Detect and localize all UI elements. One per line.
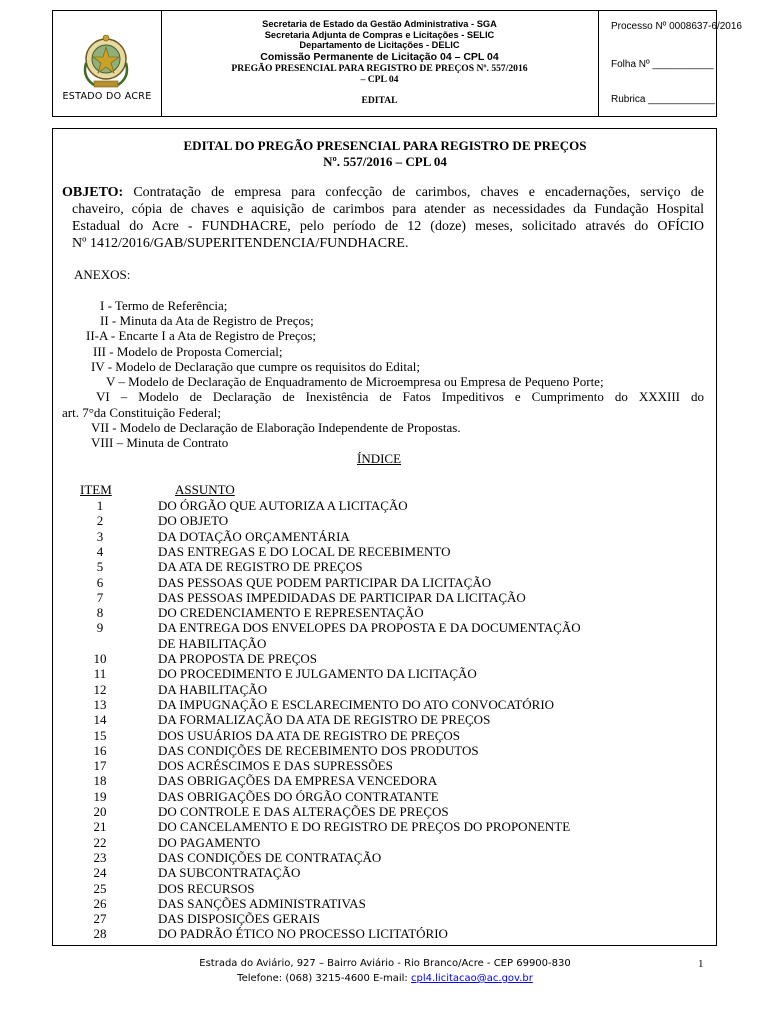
index-item-number: 19 [93, 788, 107, 804]
index-item-subject: DO CANCELAMENTO E DO REGISTRO DE PREÇOS DO PROPONENTE [158, 819, 571, 835]
objeto-line-2: chaveiro, cópia de chaves e aquisição de carimbos para atender as necessidades da Fundação Hospital [72, 202, 704, 217]
anexo-item: II - Minuta da Ata de Registro de Preços; [100, 313, 314, 328]
pregao-line-1: PREGÃO PRESENCIAL PARA REGISTRO DE PREÇOS Nº. 557/2016 [231, 62, 528, 74]
index-item-number: 12 [93, 681, 107, 697]
index-item-subject: DOS ACRÉSCIMOS E DAS SUPRESSÕES [158, 758, 393, 774]
index-item-subject: DO CONTROLE E DAS ALTERAÇÕES DE PREÇOS [158, 804, 449, 819]
index-item-number: 27 [93, 911, 107, 927]
index-item-number: 14 [93, 712, 107, 728]
anexo-item: art. 7°da Constituição Federal; [62, 405, 221, 420]
header-title-cell [161, 11, 599, 116]
anexo-item: III - Modelo de Proposta Comercial; [93, 344, 283, 359]
rubrica-field: Rubrica ____________ [611, 94, 715, 105]
index-item-subject: DA DOTAÇÃO ORÇAMENTÁRIA [158, 528, 350, 544]
index-item-subject: DO CREDENCIAMENTO E REPRESENTAÇÃO [158, 605, 424, 621]
index-item-subject: DOS RECURSOS [158, 880, 255, 896]
index-item-number: 23 [93, 849, 107, 865]
index-item-number: 18 [93, 773, 107, 789]
index-item-subject-continued: DE HABILITAÇÃO [158, 635, 267, 651]
index-item-number: 2 [96, 513, 104, 529]
index-item-number: 8 [96, 605, 104, 621]
objeto-line-1: OBJETO: Contratação de empresa para confecção de carimbos, chaves e encadernações, serviço de [62, 185, 704, 200]
edital-line: EDITAL [361, 94, 398, 106]
index-item-number: 10 [93, 651, 107, 666]
state-label: ESTADO DO ACRE [62, 91, 152, 102]
index-item-subject: DO PAGAMENTO [158, 834, 261, 850]
index-item-subject: DO OBJETO [158, 513, 229, 529]
index-item-subject: DAS PESSOAS IMPEDIDADAS DE PARTICIPAR DA LICITAÇÃO [158, 589, 526, 605]
item-column-header: ITEM [80, 482, 112, 497]
index-item-subject: DAS ENTREGAS E DO LOCAL DE RECEBIMENTO [158, 543, 451, 559]
index-item-number: 21 [93, 819, 107, 835]
index-item-number: 11 [93, 666, 107, 682]
document-header [52, 10, 742, 117]
footer-address: Estrada do Aviário, 927 – Bairro Aviário - Rio Branco/Acre - CEP 69900-830 [199, 958, 571, 969]
state-seal-icon [80, 33, 132, 89]
anexos-label: ANEXOS: [74, 267, 131, 282]
index-item-number: 6 [96, 574, 104, 590]
secretaria-line-2: Secretaria Adjunta de Compras e Licitações - SELIC [264, 29, 495, 40]
anexo-item: II-A - Encarte I a Ata de Registro de Preços; [86, 328, 316, 343]
assunto-column-header: ASSUNTO [175, 482, 235, 497]
index-item-subject: DA HABILITAÇÃO [158, 681, 268, 697]
page-number: 1 [698, 958, 704, 970]
index-item-subject: DAS CONDIÇÕES DE RECEBIMENTO DOS PRODUTOS [158, 742, 479, 758]
document-title-line-2: Nº. 557/2016 – CPL 04 [323, 154, 447, 169]
index-item-subject: DA ATA DE REGISTRO DE PREÇOS [158, 559, 363, 575]
index-item-number: 25 [93, 880, 107, 896]
index-item-number: 13 [93, 696, 107, 712]
index-item-number: 1 [96, 498, 104, 513]
index-item-subject: DO PROCEDIMENTO E JULGAMENTO DA LICITAÇÃO [158, 666, 477, 682]
anexo-item: IV - Modelo de Declaração que cumpre os requisitos do Edital; [91, 359, 420, 374]
header-logo-cell [53, 11, 162, 116]
index-item-number: 22 [93, 834, 107, 850]
indice-heading: ÍNDICE [357, 451, 402, 466]
index-item-subject: DO ÓRGÃO QUE AUTORIZA A LICITAÇÃO [158, 498, 408, 513]
anexo-item: I - Termo de Referência; [100, 298, 228, 313]
index-item-number: 26 [93, 895, 107, 911]
index-item-subject: DAS OBRIGAÇÕES DO ÓRGÃO CONTRATANTE [158, 788, 439, 804]
index-item-subject: DO PADRÃO ÉTICO NO PROCESSO LICITATÓRIO [158, 926, 448, 942]
objeto-line-3: Estadual do Acre - FUNDHACRE, pelo período de 12 (doze) meses, solicitado através do OFÍCIO [72, 219, 704, 234]
anexo-item: VII - Modelo de Declaração de Elaboração Independente de Propostas. [91, 420, 461, 435]
index-item-subject: DA SUBCONTRATAÇÃO [158, 865, 301, 881]
index-item-number: 24 [93, 865, 107, 881]
index-item-number: 9 [96, 620, 104, 636]
anexo-item: VI – Modelo de Declaração de Inexistência de Fatos Impeditivos e Cumprimento do XXXIII do [96, 389, 704, 404]
index-item-subject: DA PROPOSTA DE PREÇOS [158, 651, 317, 666]
anexo-item: VIII – Minuta de Contrato [91, 435, 229, 450]
objeto-label: OBJETO: [62, 185, 124, 200]
anexo-item: V – Modelo de Declaração de Enquadramento de Microempresa ou Empresa de Pequeno Porte; [106, 374, 604, 389]
index-item-number: 15 [93, 727, 107, 743]
index-item-number: 4 [96, 543, 104, 559]
index-item-subject: DAS DISPOSIÇÕES GERAIS [158, 911, 320, 927]
secretaria-line-1: Secretaria de Estado da Gestão Administrativa - SGA [262, 19, 497, 29]
index-item-subject: DAS PESSOAS QUE PODEM PARTICIPAR DA LICITAÇÃO [158, 574, 492, 590]
index-item-number: 20 [93, 804, 107, 819]
index-item-number: 5 [96, 559, 104, 575]
index-item-subject: DOS USUÁRIOS DA ATA DE REGISTRO DE PREÇOS [158, 727, 460, 743]
document-title-line-1: EDITAL DO PREGÃO PRESENCIAL PARA REGISTRO DE PREÇOS [183, 138, 587, 153]
index-item-number: 7 [96, 589, 104, 605]
comissao-line: Comissão Permanente de Licitação 04 – CPL 04 [260, 50, 499, 63]
index-item-number: 17 [93, 758, 107, 774]
index-item-number: 28 [93, 926, 107, 942]
index-item-subject: DA FORMALIZAÇÃO DA ATA DE REGISTRO DE PREÇOS [158, 712, 491, 728]
index-item-subject: DA ENTREGA DOS ENVELOPES DA PROPOSTA E DA DOCUMENTAÇÃO [158, 620, 581, 636]
header-process-cell [598, 11, 742, 116]
footer-contact: Telefone: (068) 3215-4600 E-mail: cpl4.licitacao@ac.gov.br [237, 973, 533, 984]
index-item-number: 3 [96, 528, 104, 544]
index-item-subject: DAS SANÇÕES ADMINISTRATIVAS [158, 895, 366, 911]
departamento-line: Departamento de Licitações - DELIC [299, 40, 460, 50]
pregao-line-2: – CPL 04 [360, 74, 399, 85]
processo-number: Processo Nº 0008637-6/2016 [611, 21, 742, 32]
objeto-line-4: Nº 1412/2016/GAB/SUPERITENDENCIA/FUNDHACRE. [72, 236, 409, 251]
index-item-number: 16 [93, 742, 107, 758]
objeto-paragraph [62, 184, 704, 252]
index-item-subject: DA IMPUGNAÇÃO E ESCLARECIMENTO DO ATO CONVOCATÓRIO [158, 696, 555, 712]
folha-field: Folha Nº ___________ [611, 59, 714, 70]
index-item-subject: DAS OBRIGAÇÕES DA EMPRESA VENCEDORA [158, 773, 438, 789]
footer-email-link[interactable]: cpl4.licitacao@ac.gov.br [410, 973, 533, 984]
index-item-subject: DAS CONDIÇÕES DE CONTRATAÇÃO [158, 849, 382, 865]
